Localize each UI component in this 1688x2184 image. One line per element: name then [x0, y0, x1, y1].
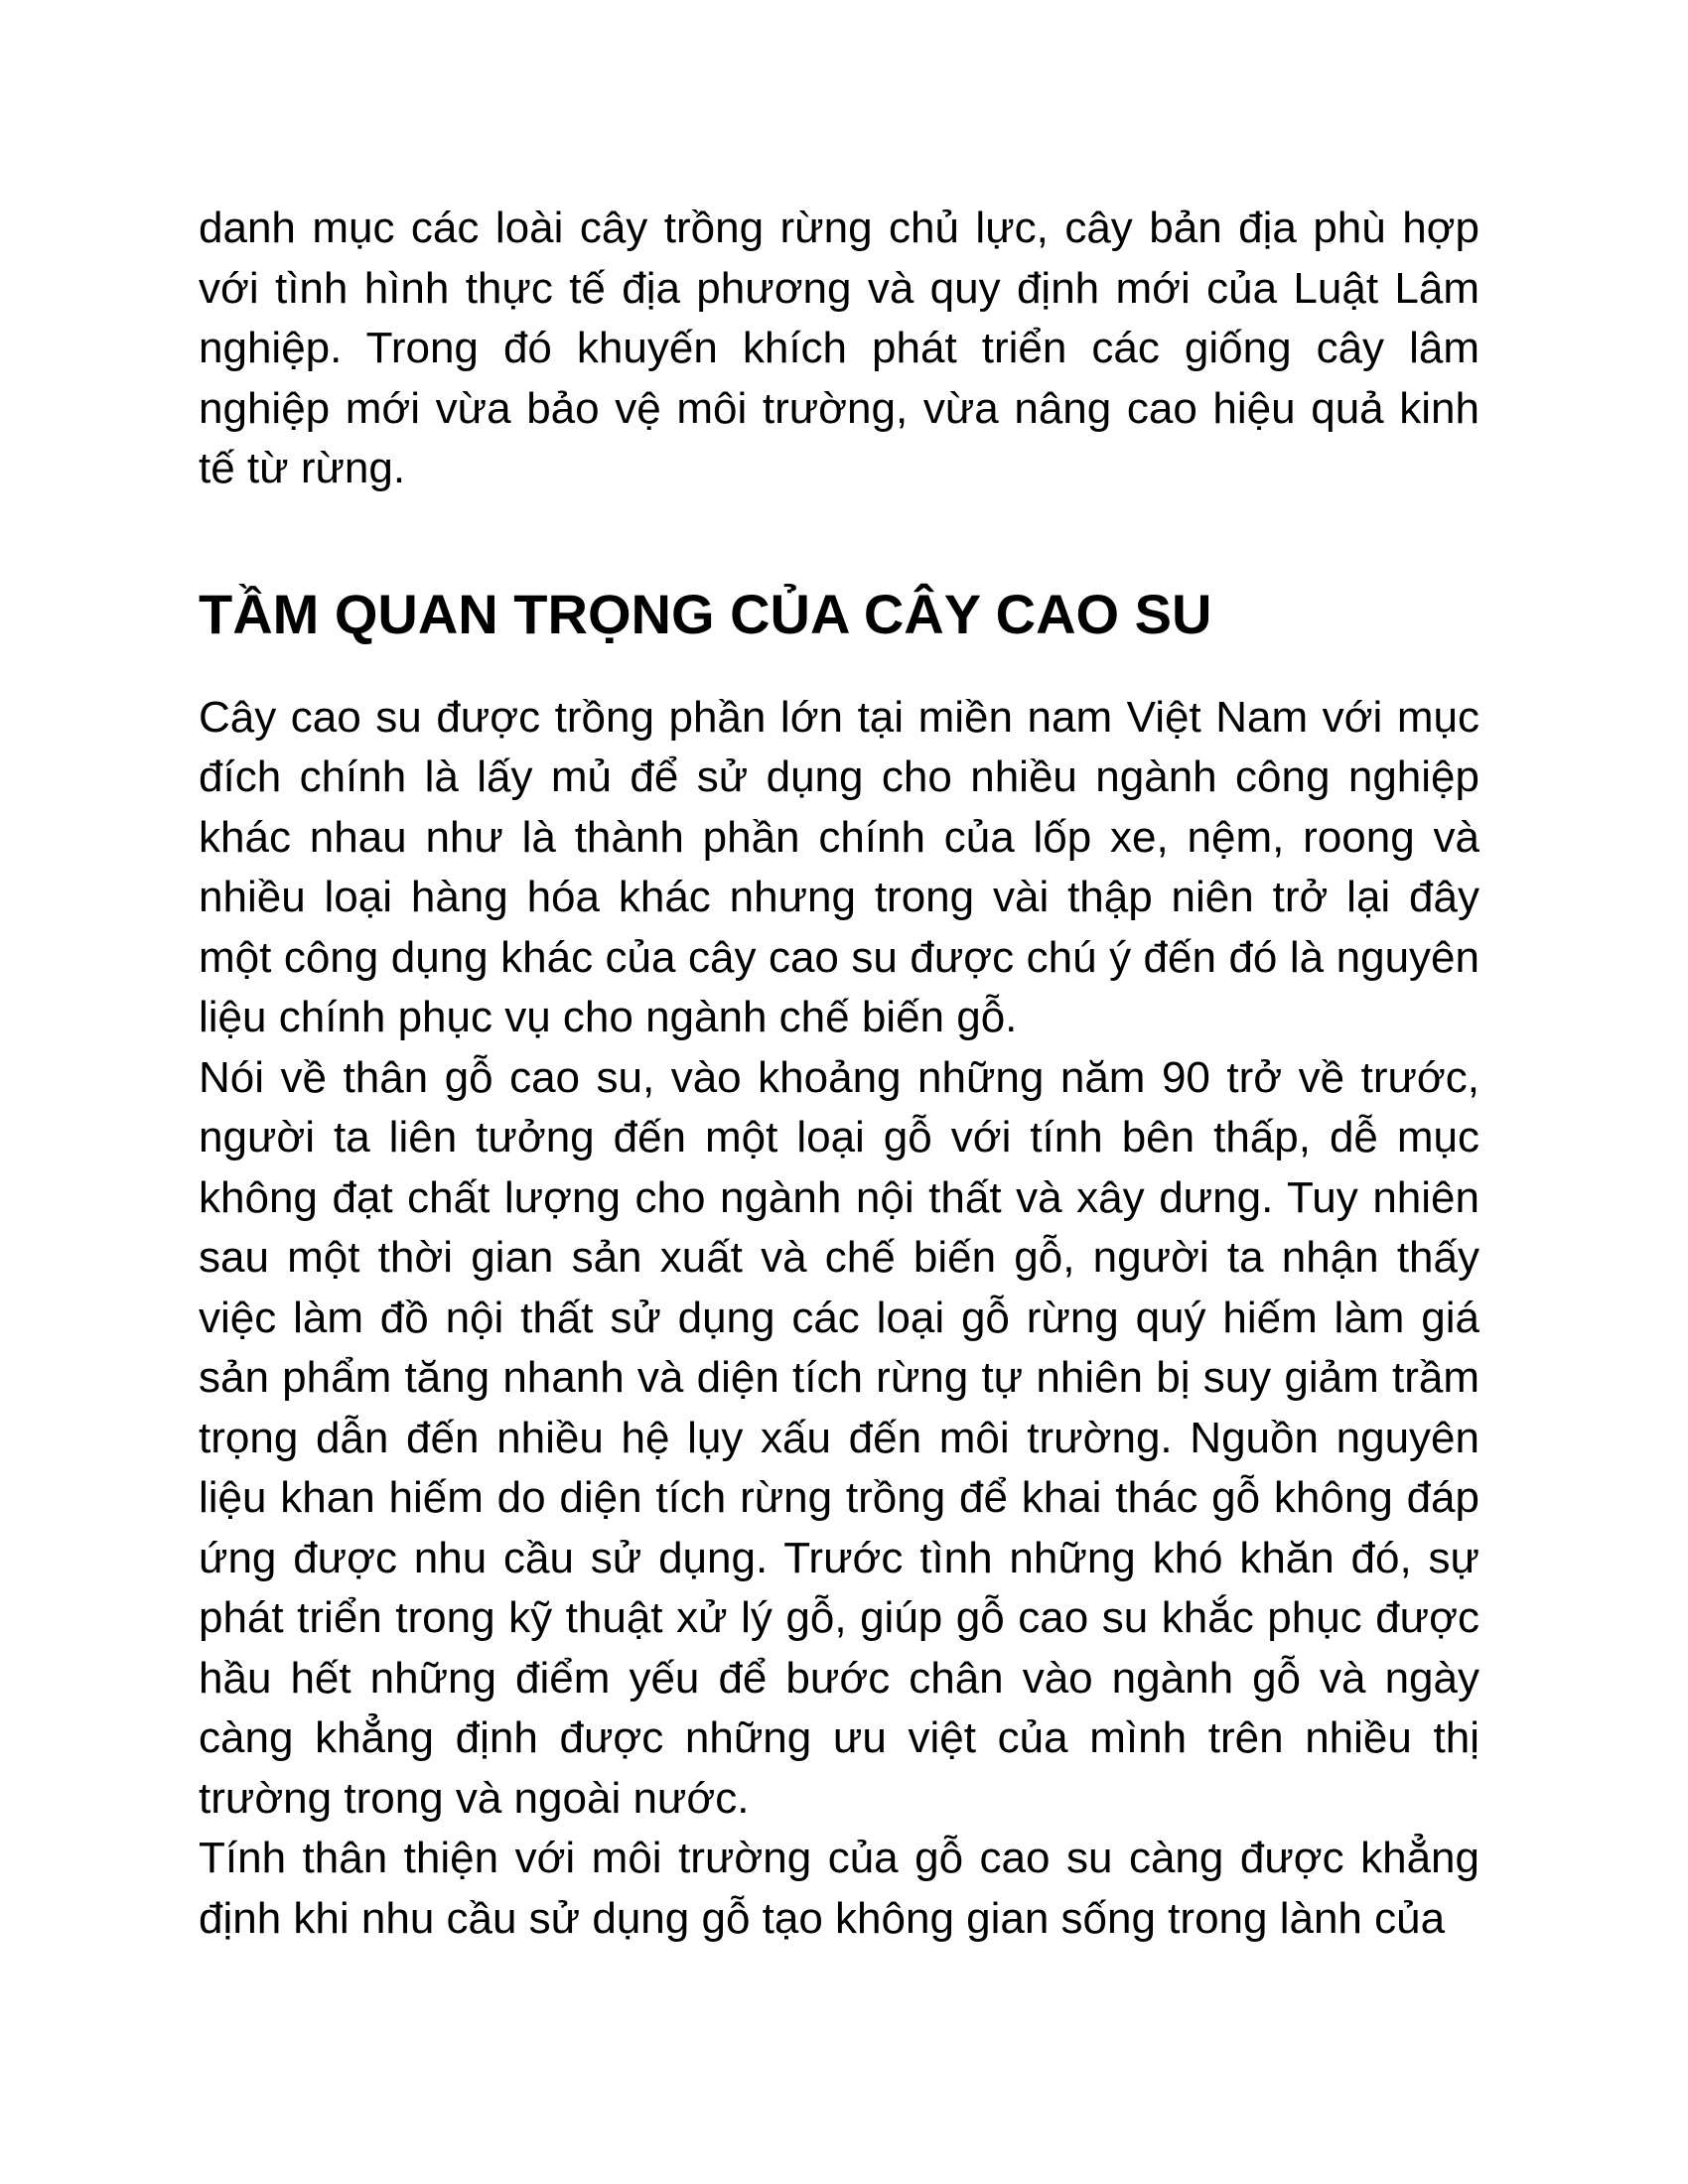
body-paragraph-3: Tính thân thiện với môi trường của gỗ cao su càng được khẳng định khi nhu cầu sử dụng gỗ tạo không gian sống trong lành của [199, 1834, 1479, 1943]
body-paragraph-2: Nói về thân gỗ cao su, vào khoảng những năm 90 trở về trước, người ta liên tưởng đến một loại gỗ với tính bên thấp, dễ mục không đạt chất lượng cho ngành nội thất và xây dưng. Tuy nhiên sau một thời gian sản xuất và chế biến gỗ, người ta nhận thấy việc làm đồ nội thất sử dụng các loại gỗ rừng quý hiếm làm giá sản phẩm tăng nhanh và diện tích rừng tự nhiên bị suy giảm trầm trọng dẫn đến nhiều hệ lụy xấu đến môi trường. Nguồn nguyên liệu khan hiếm do diện tích rừng trồng để khai thác gỗ không đáp ứng được nhu cầu sử dụng. Trước tình những khó khăn đó, sự phát triển trong kỹ thuật xử lý gỗ, giúp gỗ cao su khắc phục được hầu hết những điểm yếu để bước chân vào ngành gỗ và ngày càng khẳng định được những ưu việt của mình trên nhiều thị trường trong và ngoài nước. [199, 1052, 1479, 1823]
intro-paragraph: danh mục các loài cây trồng rừng chủ lực, cây bản địa phù hợp với tình hình thực tế địa phương và quy định mới của Luật Lâm nghiệp. Trong đó khuyến khích phát triển các giống cây lâm nghiệp mới vừa bảo vệ môi trường, vừa nâng cao hiệu quả kinh tế từ rừng. [199, 204, 1479, 492]
document-page [199, 199, 1479, 1949]
section-heading: TẦM QUAN TRỌNG CỦA CÂY CAO SU [199, 582, 1212, 645]
body-paragraph-1: Cây cao su được trồng phần lớn tại miền nam Việt Nam với mục đích chính là lấy mủ để sử dụng cho nhiều ngành công nghiệp khác nhau như là thành phần chính của lốp xe, nệm, roong và nhiều loại hàng hóa khác nhưng trong vài thập niên trở lại đây một công dụng khác của cây cao su được chú ý đến đó là nguyên liệu chính phục vụ cho ngành chế biến gỗ. [199, 692, 1479, 1041]
